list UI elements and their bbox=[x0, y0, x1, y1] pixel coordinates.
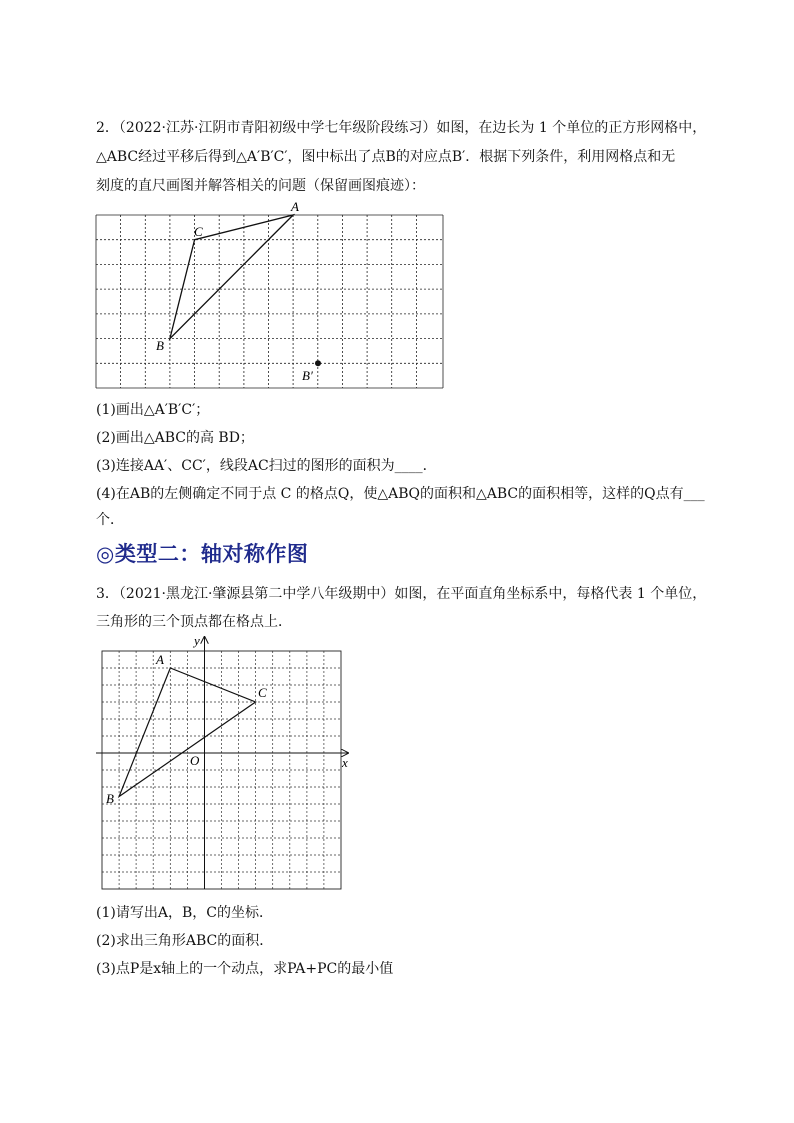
label-origin: O bbox=[190, 753, 200, 768]
label-a: A bbox=[291, 200, 299, 214]
problem2-grid-figure bbox=[90, 200, 450, 395]
problem2-q2: (2)画出△ABC的高 BD； bbox=[96, 430, 254, 446]
problem3-stem-line1: 3．（2021·黑龙江·肇源县第二中学八年级期中）如图，在平面直角坐标系中，每格代表 1 个单位， bbox=[96, 586, 707, 602]
triangle-abc bbox=[170, 215, 293, 339]
label-c: C bbox=[258, 685, 267, 700]
label-a: A bbox=[156, 652, 164, 667]
problem2-q4-cont: 个． bbox=[96, 512, 124, 528]
problem3-q1: (1)请写出A，B，C的坐标． bbox=[96, 905, 273, 921]
problem2-q3: (3)连接AA′、CC′，线段AC扫过的图形的面积为____． bbox=[96, 458, 437, 474]
problem3-q2: (2)求出三角形ABC的面积． bbox=[96, 933, 274, 949]
problem2-stem-line2: △ABC经过平移后得到△A′B′C′，图中标出了点B的对应点B′．根据下列条件，利用网格点和无 bbox=[96, 149, 676, 165]
problem3-stem-line2: 三角形的三个顶点都在格点上． bbox=[96, 614, 292, 630]
section-heading: ◎类型二：轴对称作图 bbox=[96, 542, 309, 566]
point-b-prime bbox=[315, 360, 321, 366]
label-x-axis: x bbox=[342, 755, 348, 770]
label-b-prime: B′ bbox=[302, 368, 313, 383]
problem2-stem-line1: 2．（2022·江苏·江阴市青阳初级中学七年级阶段练习）如图，在边长为 1 个单位的正方形网格中， bbox=[96, 120, 707, 136]
problem2-stem-line3: 刻度的直尺画图并解答相关的问题（保留画图痕迹）： bbox=[96, 178, 425, 194]
label-b: B bbox=[106, 791, 114, 806]
problem2-q1: (1)画出△A′B′C′； bbox=[96, 402, 210, 418]
problem3-q3: (3)点P是x轴上的一个动点，求PA+PC的最小值 bbox=[96, 961, 394, 977]
label-c: C bbox=[194, 224, 203, 239]
problem3-coordinate-figure bbox=[94, 633, 356, 893]
label-y-axis: y bbox=[194, 633, 200, 648]
label-b: B bbox=[156, 338, 164, 353]
problem2-q4: (4)在AB的左侧确定不同于点 C 的格点Q，使△ABQ的面积和△ABC的面积相等，这样的Q点有___ bbox=[96, 486, 705, 502]
